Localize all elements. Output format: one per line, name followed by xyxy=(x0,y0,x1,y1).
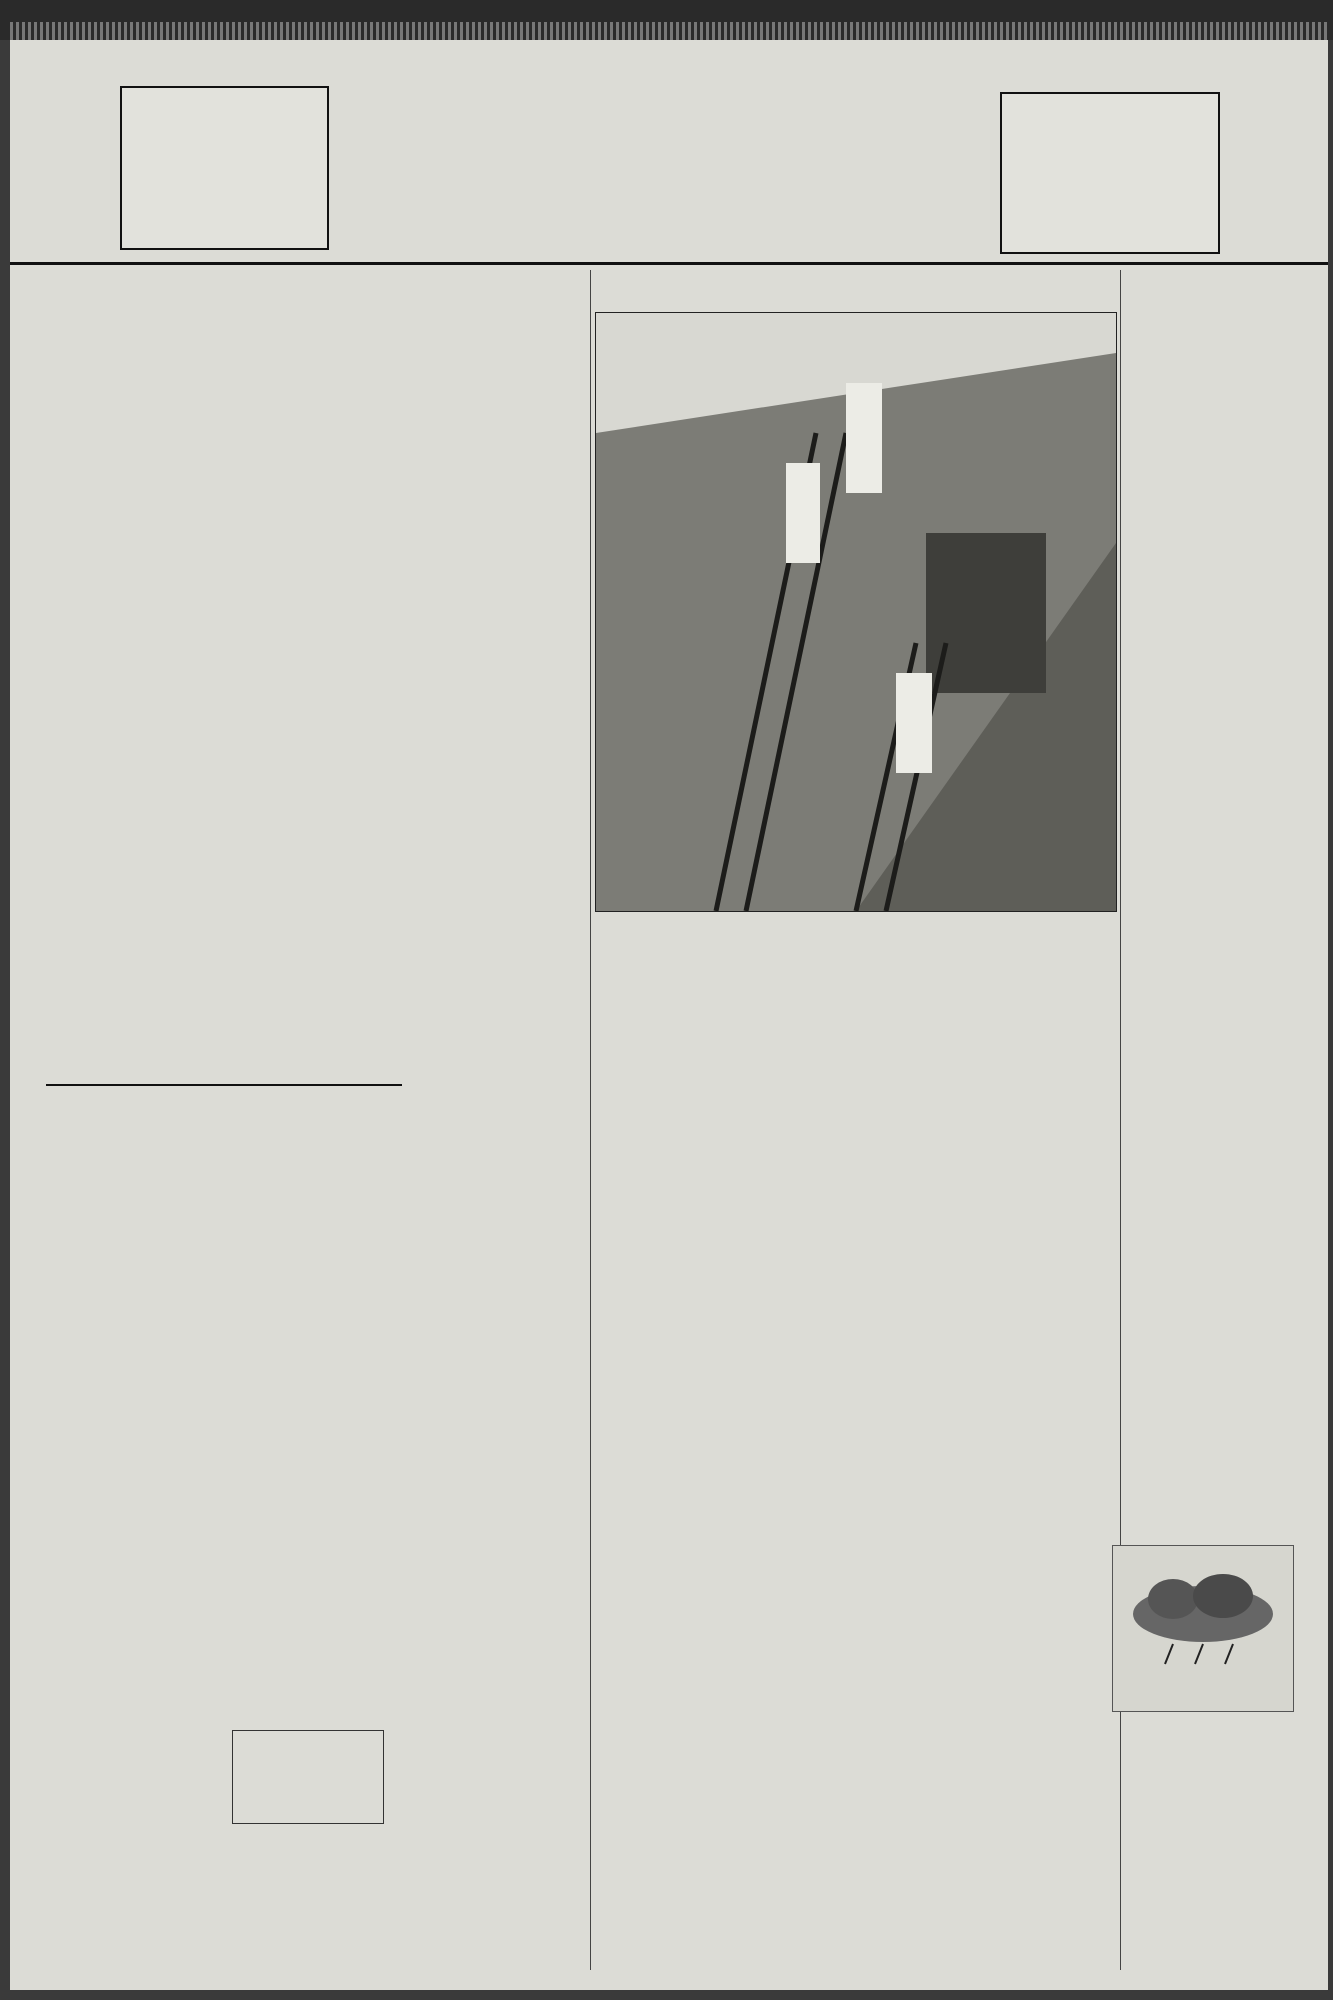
stal-body xyxy=(232,1830,400,1970)
post-body-left xyxy=(410,1230,582,1580)
lead-photo xyxy=(595,312,1117,912)
oscaria-body xyxy=(1128,378,1324,708)
photo-caption xyxy=(594,920,1116,1050)
lead-body-right xyxy=(410,438,582,638)
polis-body-left xyxy=(950,1508,1112,1968)
photo-ladders-painters xyxy=(596,313,1116,911)
tjuvar-body-left xyxy=(410,1730,578,1970)
post-body-right xyxy=(602,1230,762,1480)
weather-illustration xyxy=(1113,1554,1293,1674)
weather-title xyxy=(1113,1546,1293,1554)
ear-right xyxy=(1000,92,1220,254)
ear-left xyxy=(120,86,329,250)
stal-box xyxy=(232,1730,384,1824)
weather-box xyxy=(1112,1545,1294,1712)
newspaper-page xyxy=(10,40,1328,1990)
post-intro xyxy=(622,1182,1116,1226)
page-top-margin xyxy=(0,0,1333,40)
pojke-body xyxy=(770,1590,940,1970)
lead-body-left xyxy=(54,438,222,1078)
marschen-body xyxy=(1128,1252,1324,1552)
masthead-rule xyxy=(10,262,1328,265)
atal-body xyxy=(1128,820,1324,1150)
flyg-dateline xyxy=(254,770,414,784)
binding-edge xyxy=(10,22,1328,40)
flyg-body-left xyxy=(232,786,400,1076)
section-rule xyxy=(46,1084,402,1086)
tjuvar-body-right xyxy=(588,1730,762,1970)
weather-body xyxy=(1122,1712,1322,1970)
column-rule xyxy=(1120,270,1121,1970)
mystik-body xyxy=(54,1680,222,1970)
lead-intro xyxy=(54,372,582,442)
lead-body-mid xyxy=(232,438,400,638)
tjuvar-intro xyxy=(410,1650,762,1720)
